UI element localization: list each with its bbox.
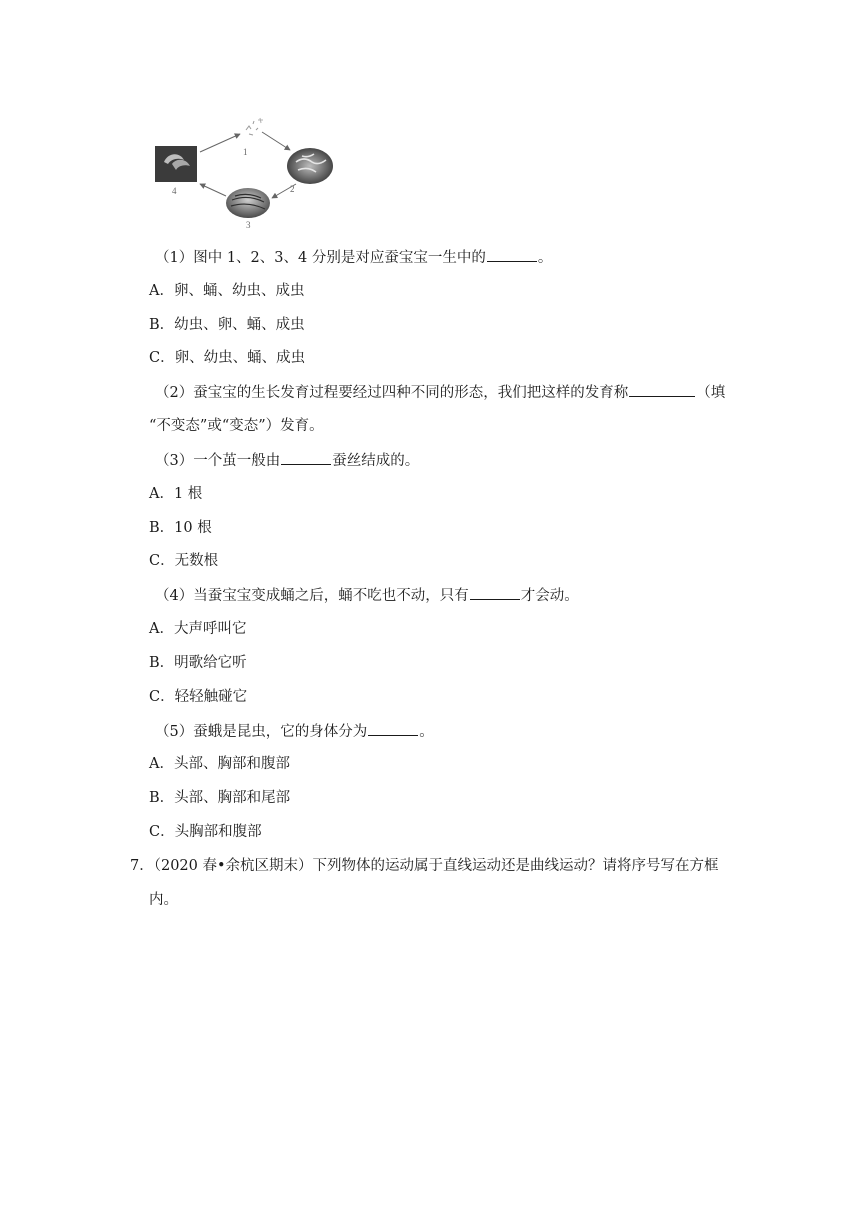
question-2 [155, 382, 725, 403]
question-7-number: 7． [130, 858, 154, 874]
arrow-1-to-2 [262, 132, 290, 150]
stage-moth-image [155, 146, 197, 182]
question-7-text: （2020 春•余杭区期末）下列物体的运动属于直线运动还是曲线运动？请将序号写在方框 [153, 858, 719, 874]
label-4: 4 [172, 186, 177, 196]
life-cycle-figure [150, 110, 340, 230]
option-b: B．明歌给它听 [149, 655, 247, 671]
stage-larva-image [287, 148, 333, 184]
question-3-text: （3）一个茧一般由 [155, 453, 281, 469]
option-c: C．轻轻触碰它 [149, 689, 248, 705]
question-2-line2: “不变态”或“变态”）发育。 [149, 418, 324, 434]
question-3-suffix: 蚕丝结成的。 [332, 453, 420, 469]
question-1-suffix: 。 [537, 250, 553, 266]
option-c: C．头胸部和腹部 [149, 824, 262, 840]
option-c: C．卵、幼虫、蛹、成虫 [149, 350, 306, 366]
answer-blank[interactable] [470, 585, 520, 600]
question-2-text: （2）蚕宝宝的生长发育过程要经过四种不同的形态，我们把这样的发育称 [155, 385, 629, 401]
option-a: A．头部、胸部和腹部 [149, 756, 290, 772]
question-5-suffix: 。 [419, 724, 434, 740]
option-b: B．10 根 [149, 520, 212, 536]
option-a: A．大声呼叫它 [149, 621, 247, 637]
question-4-text: （4）当蚕宝宝变成蛹之后，蛹不吃也不动，只有 [155, 588, 469, 604]
answer-blank[interactable] [629, 382, 695, 397]
option-c: C．无数根 [149, 553, 219, 569]
label-3: 3 [246, 220, 251, 230]
option-b: B．幼虫、卵、蛹、成虫 [149, 317, 305, 333]
option-a: A．1 根 [149, 486, 203, 502]
label-1: 1 [243, 147, 248, 157]
label-2: 2 [290, 184, 295, 194]
question-1-text: （1）图中 1、2、3、4 分别是对应蚕宝宝一生中的 [155, 250, 486, 266]
question-7 [130, 856, 719, 876]
question-3 [155, 450, 419, 471]
question-5 [155, 721, 434, 742]
question-4 [155, 585, 579, 606]
question-2-suffix: （填 [696, 385, 726, 401]
answer-blank[interactable] [281, 450, 331, 465]
option-a: A．卵、蛹、幼虫、成虫 [149, 283, 305, 299]
arrow-4-to-1 [200, 134, 240, 152]
question-7-line2: 内。 [149, 892, 178, 908]
answer-blank[interactable] [368, 721, 418, 736]
question-1 [155, 247, 552, 268]
arrow-3-to-4 [200, 184, 226, 196]
answer-blank[interactable] [487, 247, 537, 262]
stage-egg-image [246, 118, 263, 135]
silkworm-life-cycle-diagram [150, 110, 340, 230]
question-4-suffix: 才会动。 [520, 588, 579, 604]
stage-pupa-image [226, 188, 270, 218]
option-b: B．头部、胸部和尾部 [149, 790, 291, 806]
question-5-text: （5）蚕蛾是昆虫，它的身体分为 [155, 724, 368, 740]
